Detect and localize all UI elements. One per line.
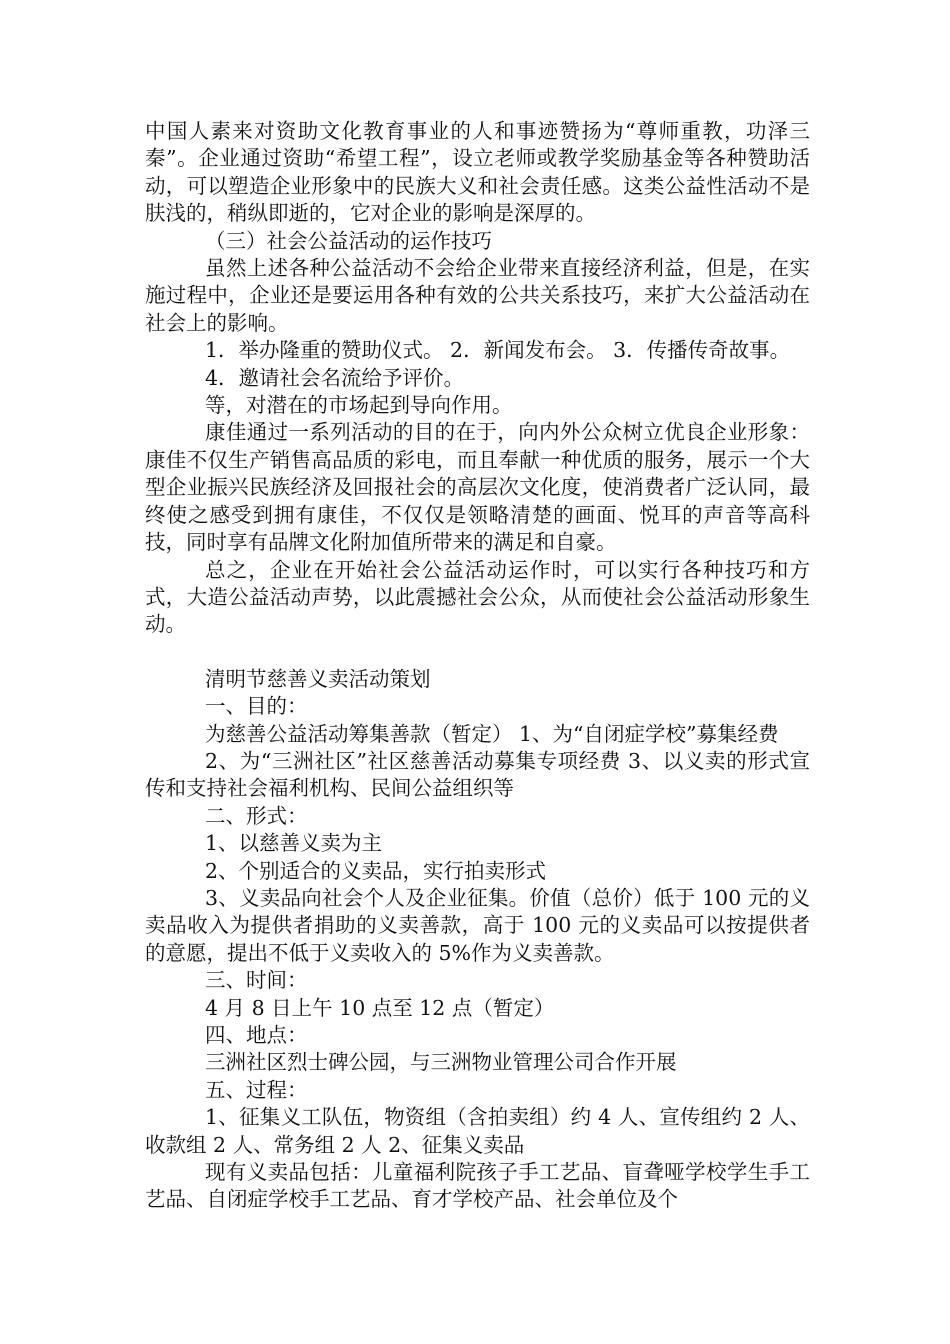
paragraph-conclusion: 总之，企业在开始社会公益活动运作时，可以实行各种技巧和方式，大造公益活动声势，以此震撼社会公众，从而使社会公益活动形象生动。 (145, 557, 810, 637)
paragraph-existing-items: 现有义卖品包括：儿童福利院孩子手工艺品、盲聋哑学校学生手工艺品、自闭症学校手工艺品、育才学校产品、社会单位及个 (145, 1160, 810, 1212)
heading-process: 五、过程： (205, 1077, 308, 1102)
paragraph-pr-skills: 虽然上述各种公益活动不会给企业带来直接经济利益，但是，在实施过程中，企业还是要运用各种有效的公共关系技巧，来扩大公益活动在社会上的影响。 (145, 256, 810, 335)
blank-line (145, 639, 810, 666)
time-detail: 4 月 8 日上午 10 点至 12 点（暂定） (205, 995, 555, 1020)
paragraph-konka-example: 康佳通过一系列活动的目的在于，向内外公众树立优良企业形象：康佳不仅生产销售高品质的彩电，而且奉献一种优质的服务，展示一个大型企业振兴民族经济及回报社会的高层次文化度，使消费者广泛认同，最终使之感受到拥有康佳，不仅仅是领略清楚的画面、悦耳的声音等高科技，同时享有品牌文化附加值所带来的满足和自豪。 (145, 420, 810, 555)
list-item-technique-4: 4．邀请社会名流给予评价。 (205, 365, 465, 390)
document-page (145, 118, 810, 1214)
location-detail: 三洲社区烈士碑公园，与三洲物业管理公司合作开展 (205, 1050, 677, 1075)
heading-location: 四、地点： (205, 1023, 308, 1047)
purpose-item-2-3: 2、为“三洲社区”社区慈善活动募集专项经费 3、以义卖的形式宣传和支持社会福利机构、民间公益组织等 (145, 748, 810, 801)
paragraph-market-guidance: 等，对潜在的市场起到导向作用。 (205, 393, 513, 418)
form-item-2: 2、个别适合的义卖品，实行拍卖形式 (205, 858, 547, 883)
plan-title: 清明节慈善义卖活动策划 (205, 666, 431, 691)
heading-time: 三、时间： (205, 968, 308, 993)
section-heading-operation-skills: （三）社会公益活动的运作技巧 (205, 228, 492, 253)
heading-form: 二、形式： (205, 803, 308, 828)
list-item-techniques-1-3: 1．举办隆重的赞助仪式。 2．新闻发布会。 3．传播传奇故事。 (205, 338, 791, 363)
paragraph-education-sponsorship: 中国人素来对资助文化教育事业的人和事迹赞扬为“尊师重教，功泽三秦”。企业通过资助“希望工程”，设立老师或教学奖励基金等各种赞助活动，可以塑造企业形象中的民族大义和社会责任感。这类公益性活动不是肤浅的，稍纵即逝的，它对企业的影响是深厚的。 (145, 119, 810, 226)
heading-purpose: 一、目的： (205, 694, 308, 719)
form-item-1: 1、以慈善义卖为主 (205, 831, 383, 856)
process-item-1-2: 1、征集义工队伍，物资组（含拍卖组）约 4 人、宣传组约 2 人、收款组 2 人、常务组 2 人 2、征集义卖品 (145, 1105, 810, 1157)
form-item-3: 3、义卖品向社会个人及企业征集。价值（总价）低于 100 元的义卖品收入为提供者捐助的义卖善款，高于 100 元的义卖品可以按提供者的意愿，提出不低于义卖收入的 5%作为义卖善款。 (145, 885, 810, 965)
purpose-item-1: 为慈善公益活动筹集善款（暂定） 1、为“自闭症学校”募集经费 (205, 721, 779, 746)
